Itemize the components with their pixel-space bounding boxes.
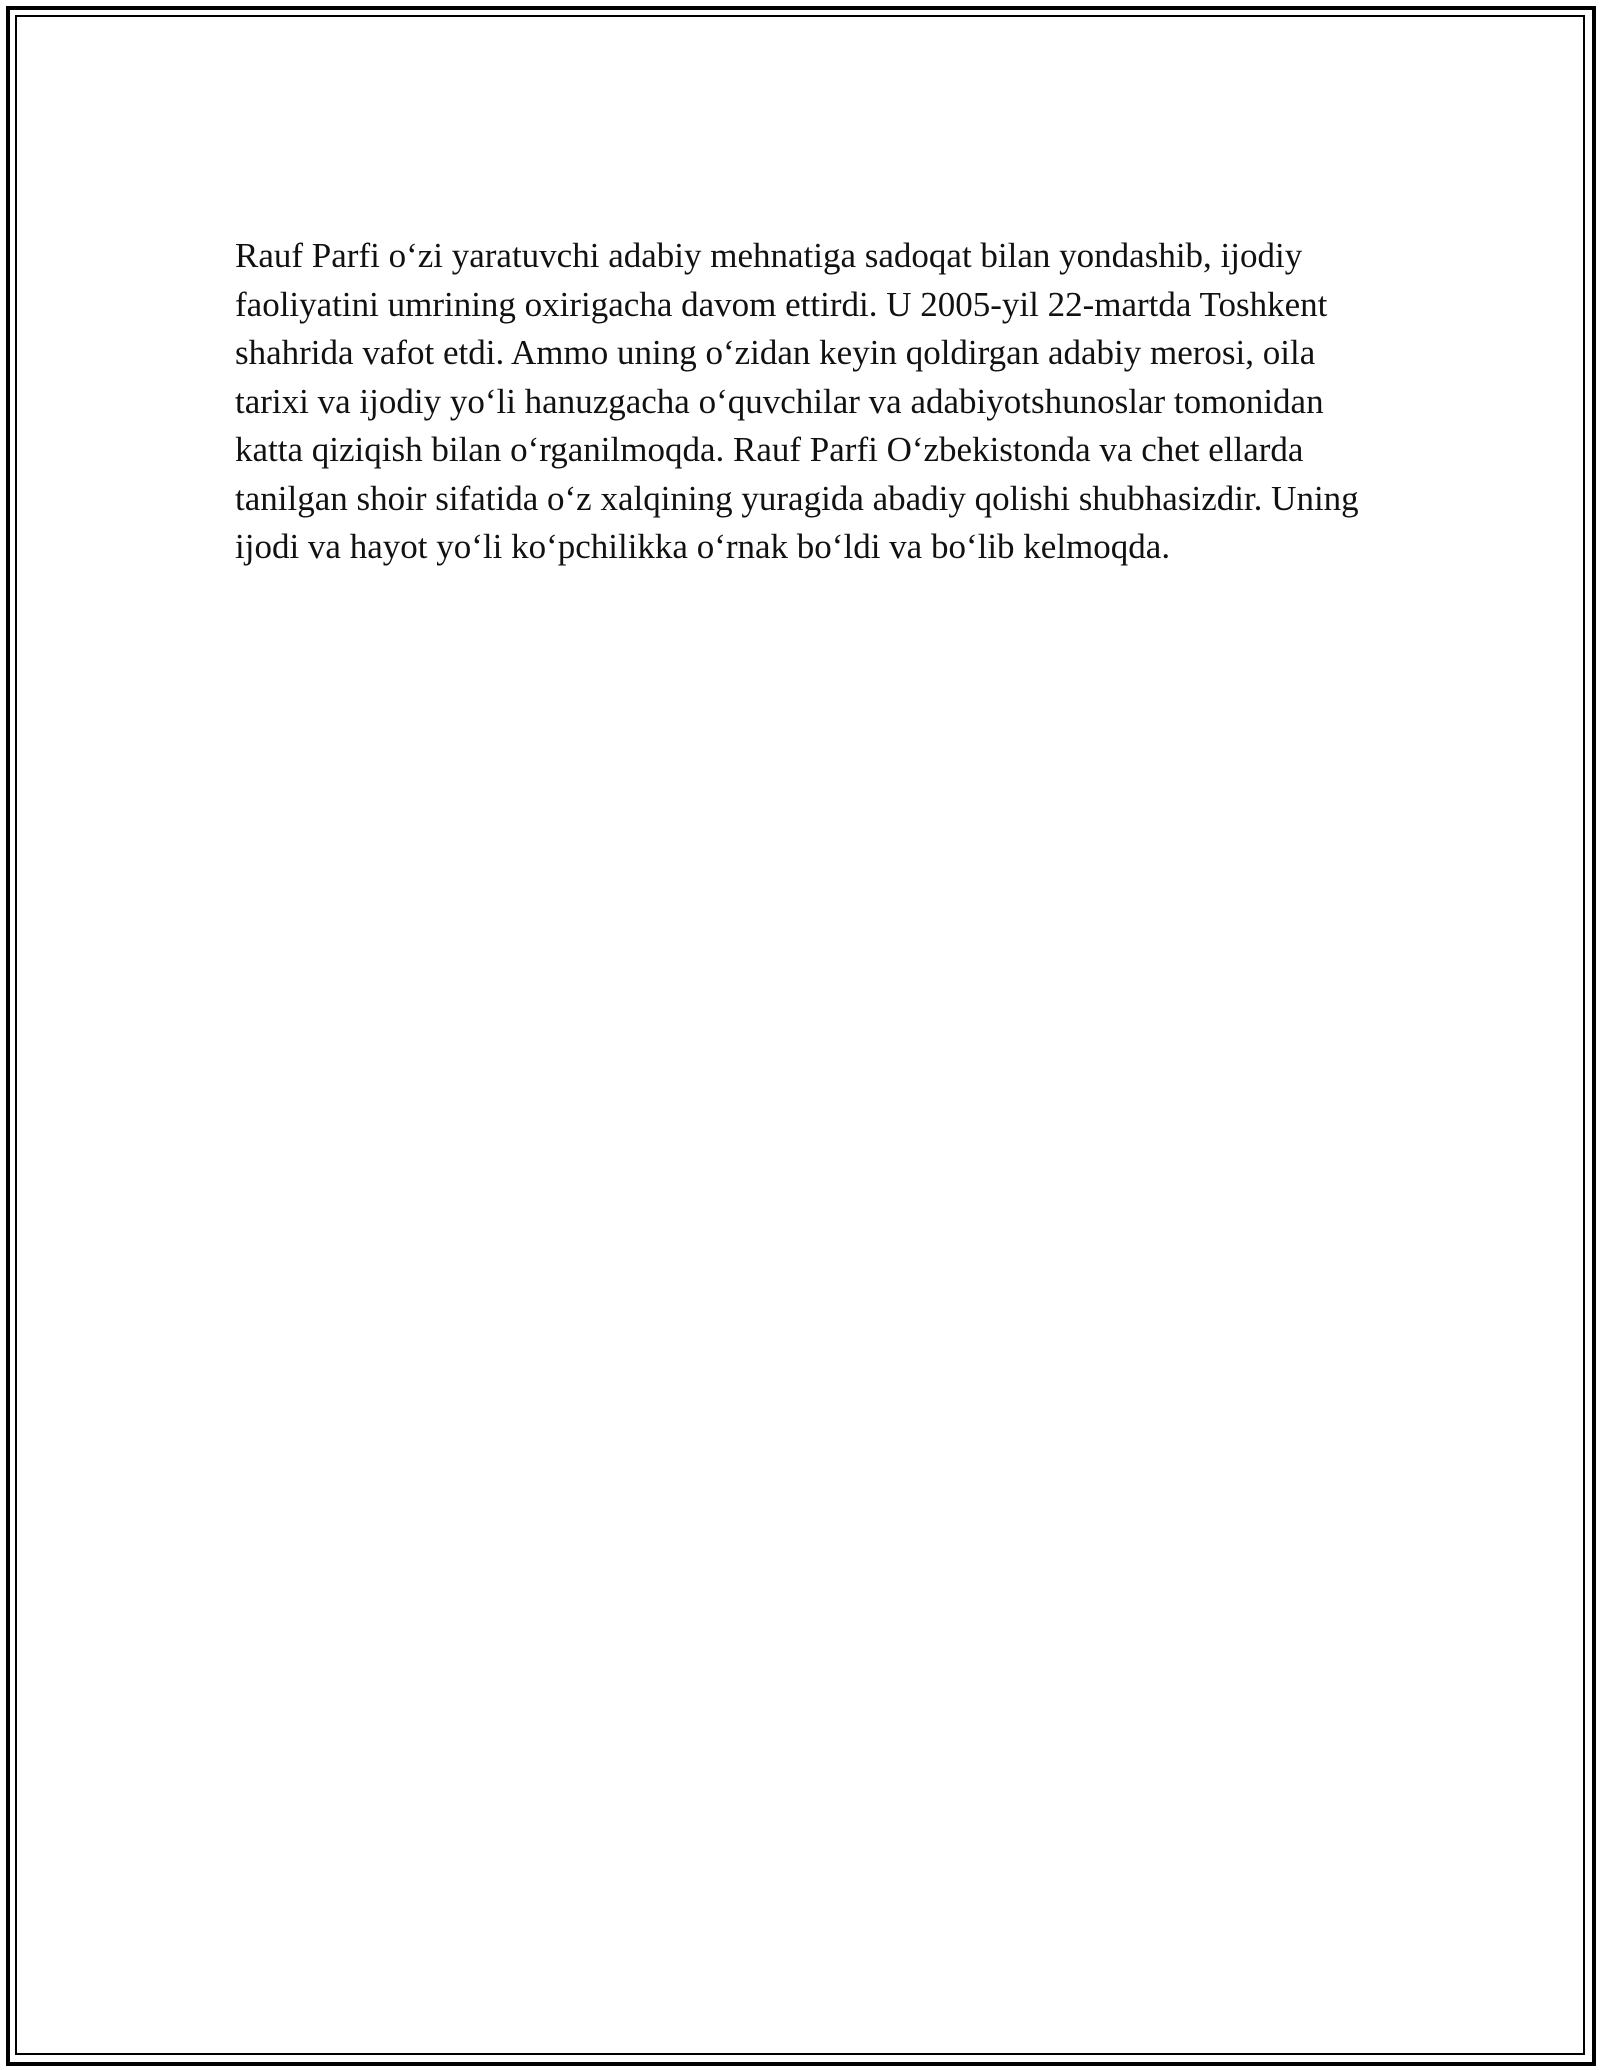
body-paragraph: Rauf Parfi o‘zi yaratuvchi adabiy mehnatiga sadoqat bilan yondashib, ijodiy faoliyatini umrining oxirigacha davom ettirdi. U 2005-yil 22-martda Toshkent shahrida vafot etdi. Ammo uning o‘zidan keyin qoldirgan adabiy merosi, oila tarixi va ijodiy yo‘li hanuzgacha o‘quvchilar va adabiyotshunoslar tomonidan katta qiziqish bilan o‘rganilmoqda. Rauf Parfi O‘zbekistonda va chet ellarda tanilgan shoir sifatida o‘z xalqining yuragida abadiy qolishi shubhasizdir. Uning ijodi va hayot yo‘li ko‘pchilikka o‘rnak bo‘ldi va bo‘lib kelmoqda. [235,236,1359,566]
